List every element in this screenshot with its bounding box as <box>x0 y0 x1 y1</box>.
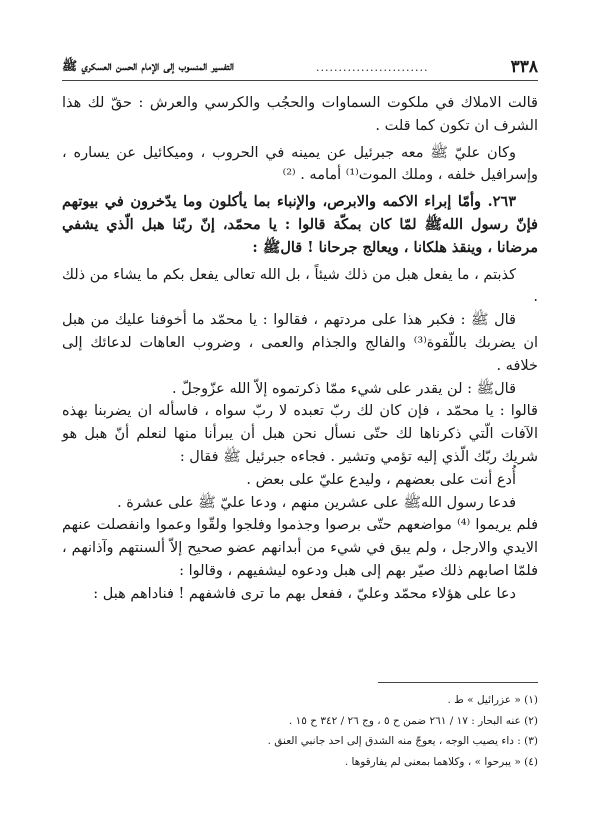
paragraph: قال ﷺ : فكبر هذا على مردتهم ، فقالوا : يا محمّد ما أخوفنا عليك من هبل ان يضربك باللّقوة⁽³⁾ والفالج والجذام والعمى ، وضروب العاهات لدعائك إلى خلافه . <box>62 312 538 374</box>
footnote: (٤) « يبرحوا » ، وكلاهما بمعنى لم يفارقوها . <box>344 755 538 768</box>
paragraph: قالت الاملاك في ملكوت السماوات والحجُب والكرسي والعرش : حقّ لك هذا الشرف ان تكون كما قلت . <box>62 95 538 134</box>
page-number: ٣٣٨ <box>510 57 538 77</box>
footnote: (١) « عزرائيل » ط . <box>447 694 538 706</box>
paragraph: فلم يريموا ⁽⁴⁾ مواضعهم حتّى برصوا وجذموا وفلجوا ولقّوا وعموا وانفصلت عنهم الايدي والارجل ، ولم يبق في شيء من أبدانهم عضو صحيح إلاّ ألسنتهم وآذانهم ، فلمّا اصابهم ذلك صيّر بهم إلى هبل ودعوه ليشفيهم ، وقالوا : <box>62 517 539 579</box>
section-paragraph-263: ٢٦٣. وأمّا إبراء الاكمه والابرص، والإنباء بما يأكلون وما يدّخرون في بيوتهم فإنّ رسول اللهﷺ لمّا كان بمكّة قالوا : يا محمّد، إنّ ربّنا هبل الّذي يشفي مرضانا ، وينقذ هلكانا ، ويعالج جرحانا ! قالﷺ : <box>62 193 538 256</box>
paragraph: كذبتم ، ما يفعل هبل من ذلك شيئاً ، بل الله تعالى يفعل بكم ما يشاء من ذلك . <box>62 266 538 306</box>
footnote: (٣) : داء يصيب الوجه ، يعوجّ منه الشدق إلى احد جانبي العنق . <box>267 735 538 747</box>
page-header <box>62 56 538 78</box>
paragraph: قالوا : يا محمّد ، فإن كان لك ربّ تعبده لا ربّ سواه ، فاسأله ان يضربنا بهذه الآفات الّتي ذكرناها لك حتّى نسأل نحن هبل أن يبرأنا منها لنعلم أنّ هبل هو شريك ربّك الّذي إليه تؤمي وتشير . فجاءه جبرئيل ﷺ فقال : <box>62 403 538 465</box>
paragraph: أُدع أنت على بعضهم ، وليدع عليّ على بعض . <box>246 471 516 488</box>
footnote-rule <box>378 682 538 683</box>
paragraph: وكان عليّ ﷺ معه جبرئيل عن يمينه في الحروب ، وميكائيل عن يساره ، وإسرافيل خلفه ، وملك الموت⁽¹⁾ أمامه . ⁽²⁾ <box>62 144 538 184</box>
paragraph: قالﷺ : لن يقدر على شيء ممّا ذكرتموه إلاّ الله عزّوجلّ . <box>172 380 516 397</box>
running-title: التفسير المنسوب إلى الإمام الحسن العسكري ﷺ <box>62 57 234 73</box>
header-rule <box>62 80 538 81</box>
paragraph: دعا على هؤلاء محمّد وعليّ ، ففعل بهم ما ترى فاشفهم ! فناداهم هبل : <box>93 585 516 602</box>
body-text <box>62 92 538 606</box>
footnotes <box>62 690 538 772</box>
header-dots: ......................... <box>316 60 429 74</box>
paragraph: فدعا رسول اللهﷺ على عشرين منهم ، ودعا عليّ ﷺ على عشرة . <box>117 494 516 511</box>
footnote: (٢) عنه البحار : ١٧ / ٢٦١ ضمن ح ٥ ، وج ٢٦ / ٣٤٢ ح ١٥ . <box>288 714 538 727</box>
